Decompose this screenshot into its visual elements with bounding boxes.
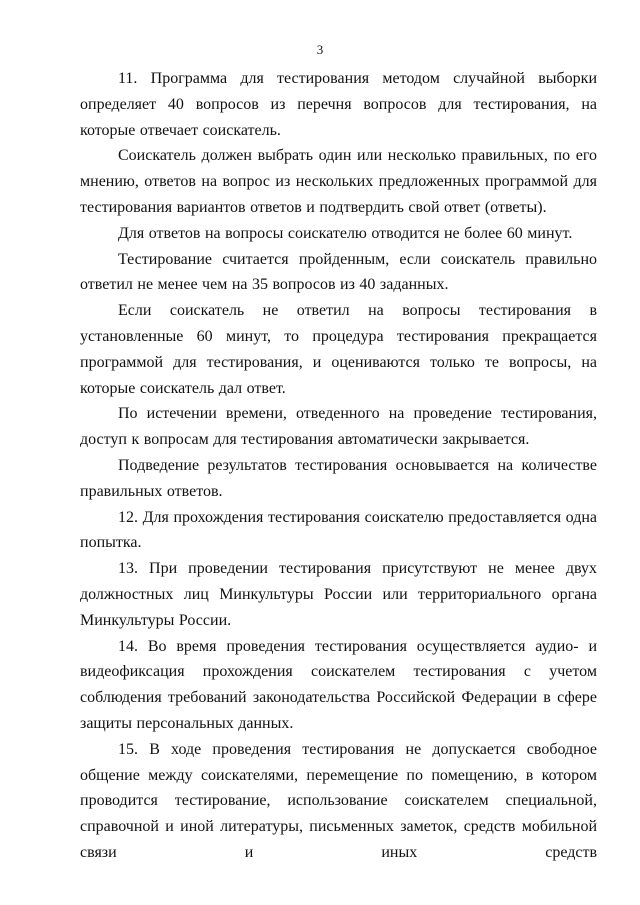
page-number: 3 bbox=[316, 42, 324, 57]
paragraph-time-limit: Для ответов на вопросы соискателю отводится не более 60 минут. bbox=[118, 224, 573, 242]
paragraph-timeout: Если соискатель не ответил на вопросы тестирования в установленные 60 минут, то процедура тестирования прекращается программой для тестирования, и оцениваются только те вопросы, на которые соискатель дал ответ. bbox=[80, 302, 597, 397]
paragraph-11: 11. Программа для тестирования методом случайной выборки определяет 40 вопросов из перечня вопросов для тестирования, на которые отвечает соискатель. bbox=[80, 70, 597, 139]
document-body bbox=[80, 66, 597, 866]
paragraph-13: 13. При проведении тестирования присутствуют не менее двух должностных лиц Минкультуры России или территориального органа Минкультуры России. bbox=[80, 560, 597, 629]
paragraph-access-closed: По истечении времени, отведенного на проведение тестирования, доступ к вопросам для тестирования автоматически закрывается. bbox=[80, 405, 597, 449]
paragraph-results: Подведение результатов тестирования основывается на количестве правильных ответов. bbox=[80, 456, 597, 500]
paragraph-12: 12. Для прохождения тестирования соискателю предоставляется одна попытка. bbox=[80, 508, 597, 552]
paragraph-answer-selection: Соискатель должен выбрать один или несколько правильных, по его мнению, ответов на вопрос из нескольких предложенных программой для тестирования вариантов ответов и подтвердить свой ответ (ответы). bbox=[80, 147, 597, 216]
paragraph-pass-criteria: Тестирование считается пройденным, если соискатель правильно ответил не менее чем на 35 вопросов из 40 заданных. bbox=[80, 250, 597, 294]
paragraph-14: 14. Во время проведения тестирования осуществляется аудио- и видеофиксация прохождения соискателем тестирования с учетом соблюдения требований законодательства Российской Федерации в сфере защиты персональных данных. bbox=[80, 637, 597, 732]
paragraph-15: 15. В ходе проведения тестирования не допускается свободное общение между соискателями, перемещение по помещению, в котором проводится тестирование, использование соискателем специальной, справочной и иной литературы, письменных заметок, средств мобильной связи и иных средств bbox=[80, 740, 597, 861]
